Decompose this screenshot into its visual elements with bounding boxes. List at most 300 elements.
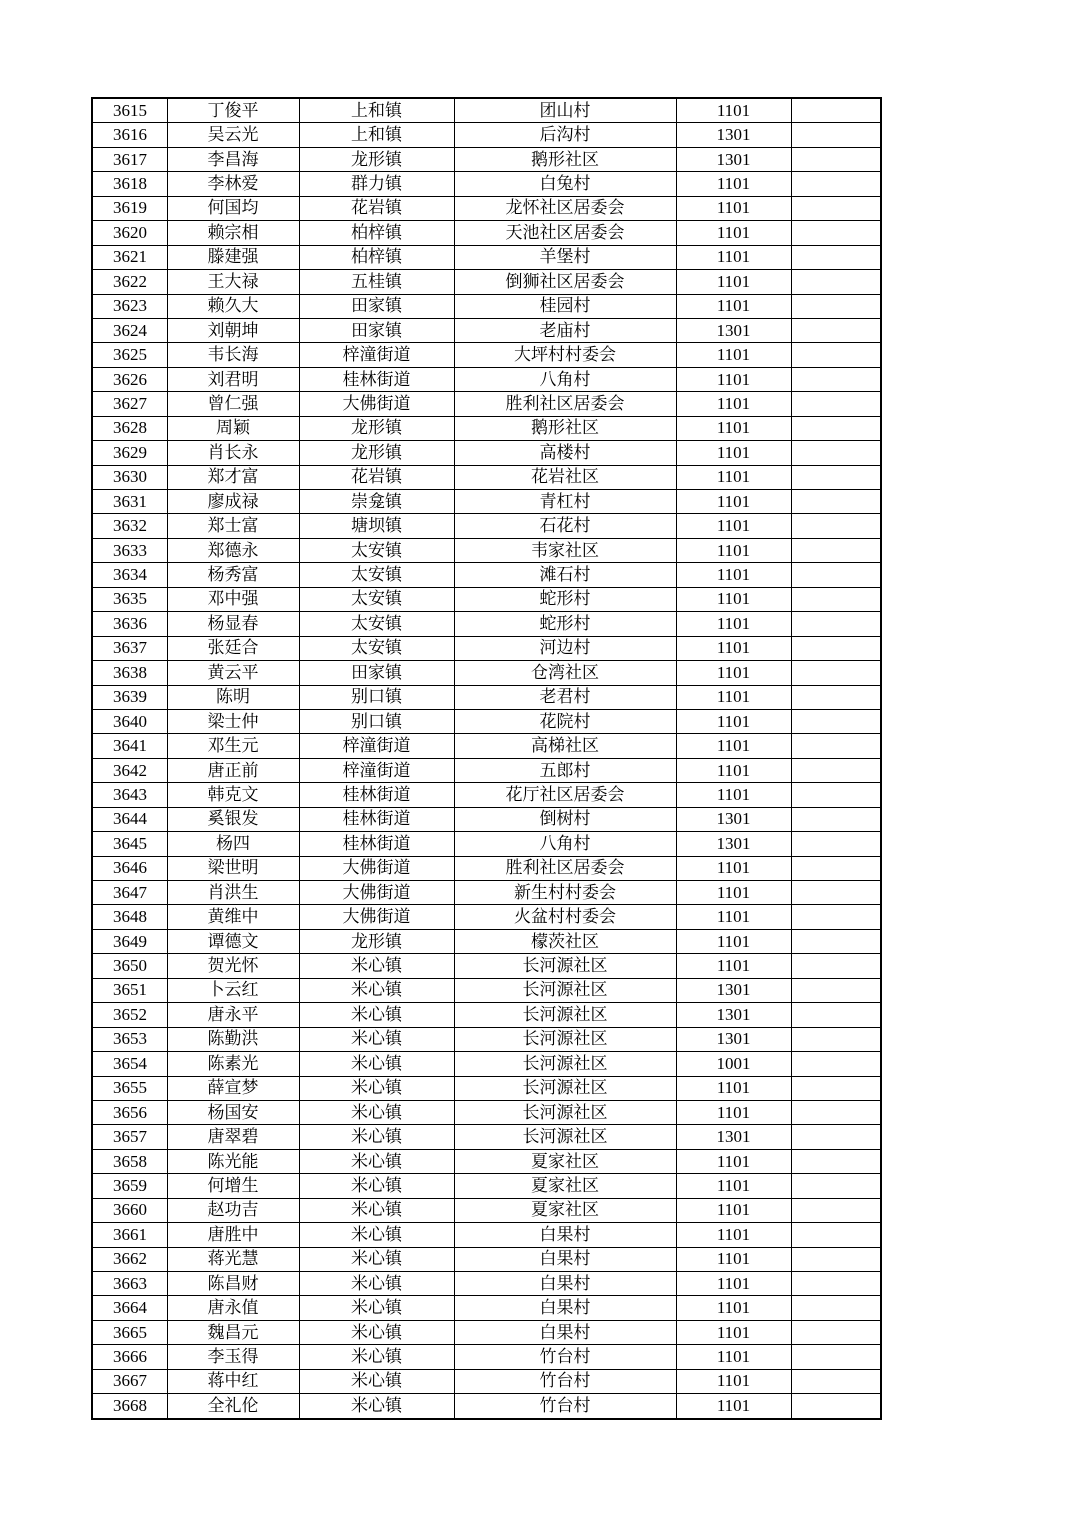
code-cell: 1101 (676, 881, 791, 905)
name-cell: 杨显春 (167, 612, 299, 636)
serial-number-cell: 3623 (92, 294, 167, 318)
remark-cell (791, 196, 881, 220)
remark-cell (791, 1198, 881, 1222)
table-row (92, 318, 881, 342)
code-cell: 1101 (676, 1174, 791, 1198)
table-row (92, 954, 881, 978)
remark-cell (791, 270, 881, 294)
township-cell: 大佛街道 (299, 392, 454, 416)
table-row (92, 1272, 881, 1296)
township-cell: 米心镇 (299, 1272, 454, 1296)
code-cell: 1301 (676, 318, 791, 342)
code-cell: 1101 (676, 783, 791, 807)
remark-cell (791, 612, 881, 636)
village-cell: 竹台村 (454, 1345, 676, 1369)
serial-number-cell: 3667 (92, 1369, 167, 1393)
remark-cell (791, 1174, 881, 1198)
code-cell: 1101 (676, 343, 791, 367)
remark-cell (791, 367, 881, 391)
serial-number-cell: 3632 (92, 514, 167, 538)
township-cell: 花岩镇 (299, 196, 454, 220)
code-cell: 1101 (676, 294, 791, 318)
township-cell: 大佛街道 (299, 856, 454, 880)
code-cell: 1101 (676, 1247, 791, 1271)
township-cell: 大佛街道 (299, 881, 454, 905)
code-cell: 1101 (676, 1296, 791, 1320)
township-cell: 柏梓镇 (299, 245, 454, 269)
code-cell: 1101 (676, 172, 791, 196)
name-cell: 郑德永 (167, 538, 299, 562)
township-cell: 太安镇 (299, 538, 454, 562)
serial-number-cell: 3652 (92, 1003, 167, 1027)
village-cell: 白果村 (454, 1320, 676, 1344)
table-row (92, 1198, 881, 1222)
remark-cell (791, 98, 881, 123)
village-cell: 白果村 (454, 1296, 676, 1320)
serial-number-cell: 3635 (92, 587, 167, 611)
name-cell: 杨国安 (167, 1100, 299, 1124)
remark-cell (791, 538, 881, 562)
serial-number-cell: 3649 (92, 929, 167, 953)
serial-number-cell: 3653 (92, 1027, 167, 1051)
township-cell: 米心镇 (299, 954, 454, 978)
code-cell: 1101 (676, 905, 791, 929)
remark-cell (791, 221, 881, 245)
remark-cell (791, 1223, 881, 1247)
table-row (92, 661, 881, 685)
serial-number-cell: 3621 (92, 245, 167, 269)
township-cell: 上和镇 (299, 98, 454, 123)
name-cell: 陈明 (167, 685, 299, 709)
serial-number-cell: 3651 (92, 978, 167, 1002)
remark-cell (791, 1394, 881, 1419)
remark-cell (791, 172, 881, 196)
serial-number-cell: 3646 (92, 856, 167, 880)
township-cell: 米心镇 (299, 1320, 454, 1344)
name-cell: 邓生元 (167, 734, 299, 758)
code-cell: 1101 (676, 367, 791, 391)
village-cell: 长河源社区 (454, 1100, 676, 1124)
serial-number-cell: 3647 (92, 881, 167, 905)
township-cell: 田家镇 (299, 661, 454, 685)
table-row (92, 978, 881, 1002)
code-cell: 1101 (676, 196, 791, 220)
serial-number-cell: 3645 (92, 832, 167, 856)
table-row (92, 1320, 881, 1344)
village-cell: 蛇形村 (454, 587, 676, 611)
table-row (92, 196, 881, 220)
code-cell: 1101 (676, 709, 791, 733)
village-cell: 大坪村村委会 (454, 343, 676, 367)
village-cell: 河边村 (454, 636, 676, 660)
township-cell: 塘坝镇 (299, 514, 454, 538)
table-row (92, 1247, 881, 1271)
township-cell: 米心镇 (299, 1076, 454, 1100)
code-cell: 1101 (676, 465, 791, 489)
code-cell: 1101 (676, 587, 791, 611)
village-cell: 八角村 (454, 832, 676, 856)
code-cell: 1301 (676, 1003, 791, 1027)
remark-cell (791, 1149, 881, 1173)
code-cell: 1101 (676, 1198, 791, 1222)
remark-cell (791, 807, 881, 831)
serial-number-cell: 3636 (92, 612, 167, 636)
village-cell: 花厅社区居委会 (454, 783, 676, 807)
serial-number-cell: 3638 (92, 661, 167, 685)
code-cell: 1101 (676, 1272, 791, 1296)
remark-cell (791, 147, 881, 171)
village-cell: 花院村 (454, 709, 676, 733)
township-cell: 桂林街道 (299, 783, 454, 807)
table-row (92, 98, 881, 123)
code-cell: 1101 (676, 1100, 791, 1124)
village-cell: 龙怀社区居委会 (454, 196, 676, 220)
village-cell: 石花村 (454, 514, 676, 538)
name-cell: 赖宗相 (167, 221, 299, 245)
name-cell: 蒋光慧 (167, 1247, 299, 1271)
remark-cell (791, 441, 881, 465)
township-cell: 桂林街道 (299, 832, 454, 856)
name-cell: 何增生 (167, 1174, 299, 1198)
table-row (92, 587, 881, 611)
village-cell: 五郎村 (454, 758, 676, 782)
code-cell: 1101 (676, 685, 791, 709)
serial-number-cell: 3658 (92, 1149, 167, 1173)
township-cell: 龙形镇 (299, 929, 454, 953)
village-cell: 白果村 (454, 1247, 676, 1271)
table-row (92, 1345, 881, 1369)
village-cell: 滩石村 (454, 563, 676, 587)
township-cell: 米心镇 (299, 1394, 454, 1419)
serial-number-cell: 3633 (92, 538, 167, 562)
remark-cell (791, 465, 881, 489)
remark-cell (791, 1296, 881, 1320)
code-cell: 1301 (676, 147, 791, 171)
serial-number-cell: 3634 (92, 563, 167, 587)
remark-cell (791, 490, 881, 514)
remark-cell (791, 343, 881, 367)
name-cell: 唐永平 (167, 1003, 299, 1027)
code-cell: 1101 (676, 245, 791, 269)
name-cell: 奚银发 (167, 807, 299, 831)
serial-number-cell: 3648 (92, 905, 167, 929)
serial-number-cell: 3625 (92, 343, 167, 367)
remark-cell (791, 1052, 881, 1076)
code-cell: 1101 (676, 538, 791, 562)
name-cell: 肖洪生 (167, 881, 299, 905)
table-row (92, 172, 881, 196)
table-row (92, 1296, 881, 1320)
code-cell: 1101 (676, 1076, 791, 1100)
code-cell: 1301 (676, 807, 791, 831)
code-cell: 1101 (676, 98, 791, 123)
name-cell: 黄维中 (167, 905, 299, 929)
remark-cell (791, 636, 881, 660)
remark-cell (791, 392, 881, 416)
name-cell: 李林爱 (167, 172, 299, 196)
table-row (92, 905, 881, 929)
village-cell: 白兔村 (454, 172, 676, 196)
name-cell: 唐胜中 (167, 1223, 299, 1247)
serial-number-cell: 3619 (92, 196, 167, 220)
serial-number-cell: 3660 (92, 1198, 167, 1222)
township-cell: 别口镇 (299, 685, 454, 709)
township-cell: 花岩镇 (299, 465, 454, 489)
serial-number-cell: 3662 (92, 1247, 167, 1271)
township-cell: 桂林街道 (299, 367, 454, 391)
township-cell: 米心镇 (299, 1296, 454, 1320)
code-cell: 1101 (676, 954, 791, 978)
remark-cell (791, 905, 881, 929)
serial-number-cell: 3628 (92, 416, 167, 440)
code-cell: 1101 (676, 856, 791, 880)
table-row (92, 709, 881, 733)
code-cell: 1101 (676, 636, 791, 660)
remark-cell (791, 661, 881, 685)
remark-cell (791, 294, 881, 318)
table-row (92, 929, 881, 953)
township-cell: 崇龛镇 (299, 490, 454, 514)
township-cell: 柏梓镇 (299, 221, 454, 245)
village-cell: 白果村 (454, 1272, 676, 1296)
village-cell: 夏家社区 (454, 1174, 676, 1198)
remark-cell (791, 954, 881, 978)
table-row (92, 514, 881, 538)
code-cell: 1101 (676, 1369, 791, 1393)
serial-number-cell: 3615 (92, 98, 167, 123)
village-cell: 后沟村 (454, 123, 676, 147)
village-cell: 倒狮社区居委会 (454, 270, 676, 294)
table-row (92, 856, 881, 880)
table-row (92, 538, 881, 562)
remark-cell (791, 1369, 881, 1393)
serial-number-cell: 3654 (92, 1052, 167, 1076)
name-cell: 贺光怀 (167, 954, 299, 978)
village-cell: 竹台村 (454, 1369, 676, 1393)
name-cell: 吴云光 (167, 123, 299, 147)
village-cell: 夏家社区 (454, 1149, 676, 1173)
table-row (92, 416, 881, 440)
code-cell: 1101 (676, 1394, 791, 1419)
table-row (92, 1100, 881, 1124)
name-cell: 赵功吉 (167, 1198, 299, 1222)
serial-number-cell: 3642 (92, 758, 167, 782)
village-cell: 老君村 (454, 685, 676, 709)
township-cell: 米心镇 (299, 1003, 454, 1027)
remark-cell (791, 832, 881, 856)
remark-cell (791, 1027, 881, 1051)
code-cell: 1101 (676, 490, 791, 514)
township-cell: 米心镇 (299, 1198, 454, 1222)
code-cell: 1301 (676, 123, 791, 147)
serial-number-cell: 3657 (92, 1125, 167, 1149)
township-cell: 太安镇 (299, 587, 454, 611)
remark-cell (791, 978, 881, 1002)
village-cell: 竹台村 (454, 1394, 676, 1419)
code-cell: 1101 (676, 1149, 791, 1173)
village-cell: 鹅形社区 (454, 147, 676, 171)
village-cell: 青杠村 (454, 490, 676, 514)
table-row (92, 783, 881, 807)
name-cell: 郑才富 (167, 465, 299, 489)
name-cell: 刘朝坤 (167, 318, 299, 342)
village-cell: 白果村 (454, 1223, 676, 1247)
table-row (92, 245, 881, 269)
table-row (92, 807, 881, 831)
remark-cell (791, 881, 881, 905)
serial-number-cell: 3626 (92, 367, 167, 391)
serial-number-cell: 3661 (92, 1223, 167, 1247)
village-cell: 长河源社区 (454, 1003, 676, 1027)
table-row (92, 1052, 881, 1076)
township-cell: 米心镇 (299, 1174, 454, 1198)
remark-cell (791, 1076, 881, 1100)
remark-cell (791, 734, 881, 758)
township-cell: 梓潼街道 (299, 734, 454, 758)
township-cell: 米心镇 (299, 1247, 454, 1271)
village-cell: 高梯社区 (454, 734, 676, 758)
serial-number-cell: 3622 (92, 270, 167, 294)
township-cell: 田家镇 (299, 318, 454, 342)
code-cell: 1101 (676, 612, 791, 636)
serial-number-cell: 3641 (92, 734, 167, 758)
table-row (92, 490, 881, 514)
township-cell: 米心镇 (299, 1149, 454, 1173)
code-cell: 1001 (676, 1052, 791, 1076)
name-cell: 梁士仲 (167, 709, 299, 733)
township-cell: 桂林街道 (299, 807, 454, 831)
name-cell: 杨秀富 (167, 563, 299, 587)
serial-number-cell: 3659 (92, 1174, 167, 1198)
code-cell: 1101 (676, 563, 791, 587)
name-cell: 张廷合 (167, 636, 299, 660)
township-cell: 大佛街道 (299, 905, 454, 929)
code-cell: 1101 (676, 392, 791, 416)
table-row (92, 465, 881, 489)
village-cell: 羊堡村 (454, 245, 676, 269)
remark-cell (791, 1100, 881, 1124)
serial-number-cell: 3650 (92, 954, 167, 978)
serial-number-cell: 3627 (92, 392, 167, 416)
name-cell: 韩克文 (167, 783, 299, 807)
remark-cell (791, 123, 881, 147)
name-cell: 薛宣梦 (167, 1076, 299, 1100)
code-cell: 1101 (676, 441, 791, 465)
township-cell: 梓潼街道 (299, 343, 454, 367)
remark-cell (791, 587, 881, 611)
township-cell: 米心镇 (299, 1052, 454, 1076)
serial-number-cell: 3639 (92, 685, 167, 709)
township-cell: 太安镇 (299, 563, 454, 587)
remark-cell (791, 709, 881, 733)
name-cell: 唐永值 (167, 1296, 299, 1320)
code-cell: 1101 (676, 661, 791, 685)
name-cell: 郑士富 (167, 514, 299, 538)
remark-cell (791, 514, 881, 538)
table-row (92, 1149, 881, 1173)
village-cell: 鹅形社区 (454, 416, 676, 440)
serial-number-cell: 3655 (92, 1076, 167, 1100)
township-cell: 米心镇 (299, 978, 454, 1002)
township-cell: 别口镇 (299, 709, 454, 733)
township-cell: 梓潼街道 (299, 758, 454, 782)
code-cell: 1301 (676, 1027, 791, 1051)
code-cell: 1301 (676, 832, 791, 856)
township-cell: 米心镇 (299, 1369, 454, 1393)
village-cell: 团山村 (454, 98, 676, 123)
township-cell: 五桂镇 (299, 270, 454, 294)
serial-number-cell: 3663 (92, 1272, 167, 1296)
township-cell: 龙形镇 (299, 147, 454, 171)
data-table (91, 97, 882, 1420)
township-cell: 龙形镇 (299, 416, 454, 440)
name-cell: 赖久大 (167, 294, 299, 318)
table-row (92, 392, 881, 416)
table-row (92, 343, 881, 367)
village-cell: 仓湾社区 (454, 661, 676, 685)
name-cell: 周颖 (167, 416, 299, 440)
name-cell: 曾仁强 (167, 392, 299, 416)
table-row (92, 563, 881, 587)
code-cell: 1101 (676, 929, 791, 953)
remark-cell (791, 758, 881, 782)
table-row (92, 758, 881, 782)
name-cell: 魏昌元 (167, 1320, 299, 1344)
township-cell: 太安镇 (299, 612, 454, 636)
serial-number-cell: 3624 (92, 318, 167, 342)
name-cell: 蒋中红 (167, 1369, 299, 1393)
village-cell: 蛇形村 (454, 612, 676, 636)
remark-cell (791, 1345, 881, 1369)
code-cell: 1101 (676, 734, 791, 758)
table-row (92, 1027, 881, 1051)
village-cell: 长河源社区 (454, 1027, 676, 1051)
village-cell: 胜利社区居委会 (454, 856, 676, 880)
remark-cell (791, 685, 881, 709)
table-row (92, 881, 881, 905)
table-body (92, 98, 881, 1419)
serial-number-cell: 3620 (92, 221, 167, 245)
code-cell: 1101 (676, 1320, 791, 1344)
serial-number-cell: 3643 (92, 783, 167, 807)
table-row (92, 294, 881, 318)
township-cell: 群力镇 (299, 172, 454, 196)
serial-number-cell: 3630 (92, 465, 167, 489)
village-cell: 倒树村 (454, 807, 676, 831)
serial-number-cell: 3656 (92, 1100, 167, 1124)
code-cell: 1301 (676, 1125, 791, 1149)
name-cell: 李玉得 (167, 1345, 299, 1369)
village-cell: 高楼村 (454, 441, 676, 465)
name-cell: 王大禄 (167, 270, 299, 294)
township-cell: 太安镇 (299, 636, 454, 660)
village-cell: 长河源社区 (454, 1076, 676, 1100)
township-cell: 米心镇 (299, 1125, 454, 1149)
name-cell: 陈光能 (167, 1149, 299, 1173)
village-cell: 长河源社区 (454, 1125, 676, 1149)
name-cell: 李昌海 (167, 147, 299, 171)
code-cell: 1301 (676, 978, 791, 1002)
name-cell: 唐翠碧 (167, 1125, 299, 1149)
township-cell: 米心镇 (299, 1100, 454, 1124)
village-cell: 长河源社区 (454, 954, 676, 978)
township-cell: 田家镇 (299, 294, 454, 318)
name-cell: 谭德文 (167, 929, 299, 953)
village-cell: 桂园村 (454, 294, 676, 318)
serial-number-cell: 3666 (92, 1345, 167, 1369)
township-cell: 米心镇 (299, 1223, 454, 1247)
village-cell: 韦家社区 (454, 538, 676, 562)
